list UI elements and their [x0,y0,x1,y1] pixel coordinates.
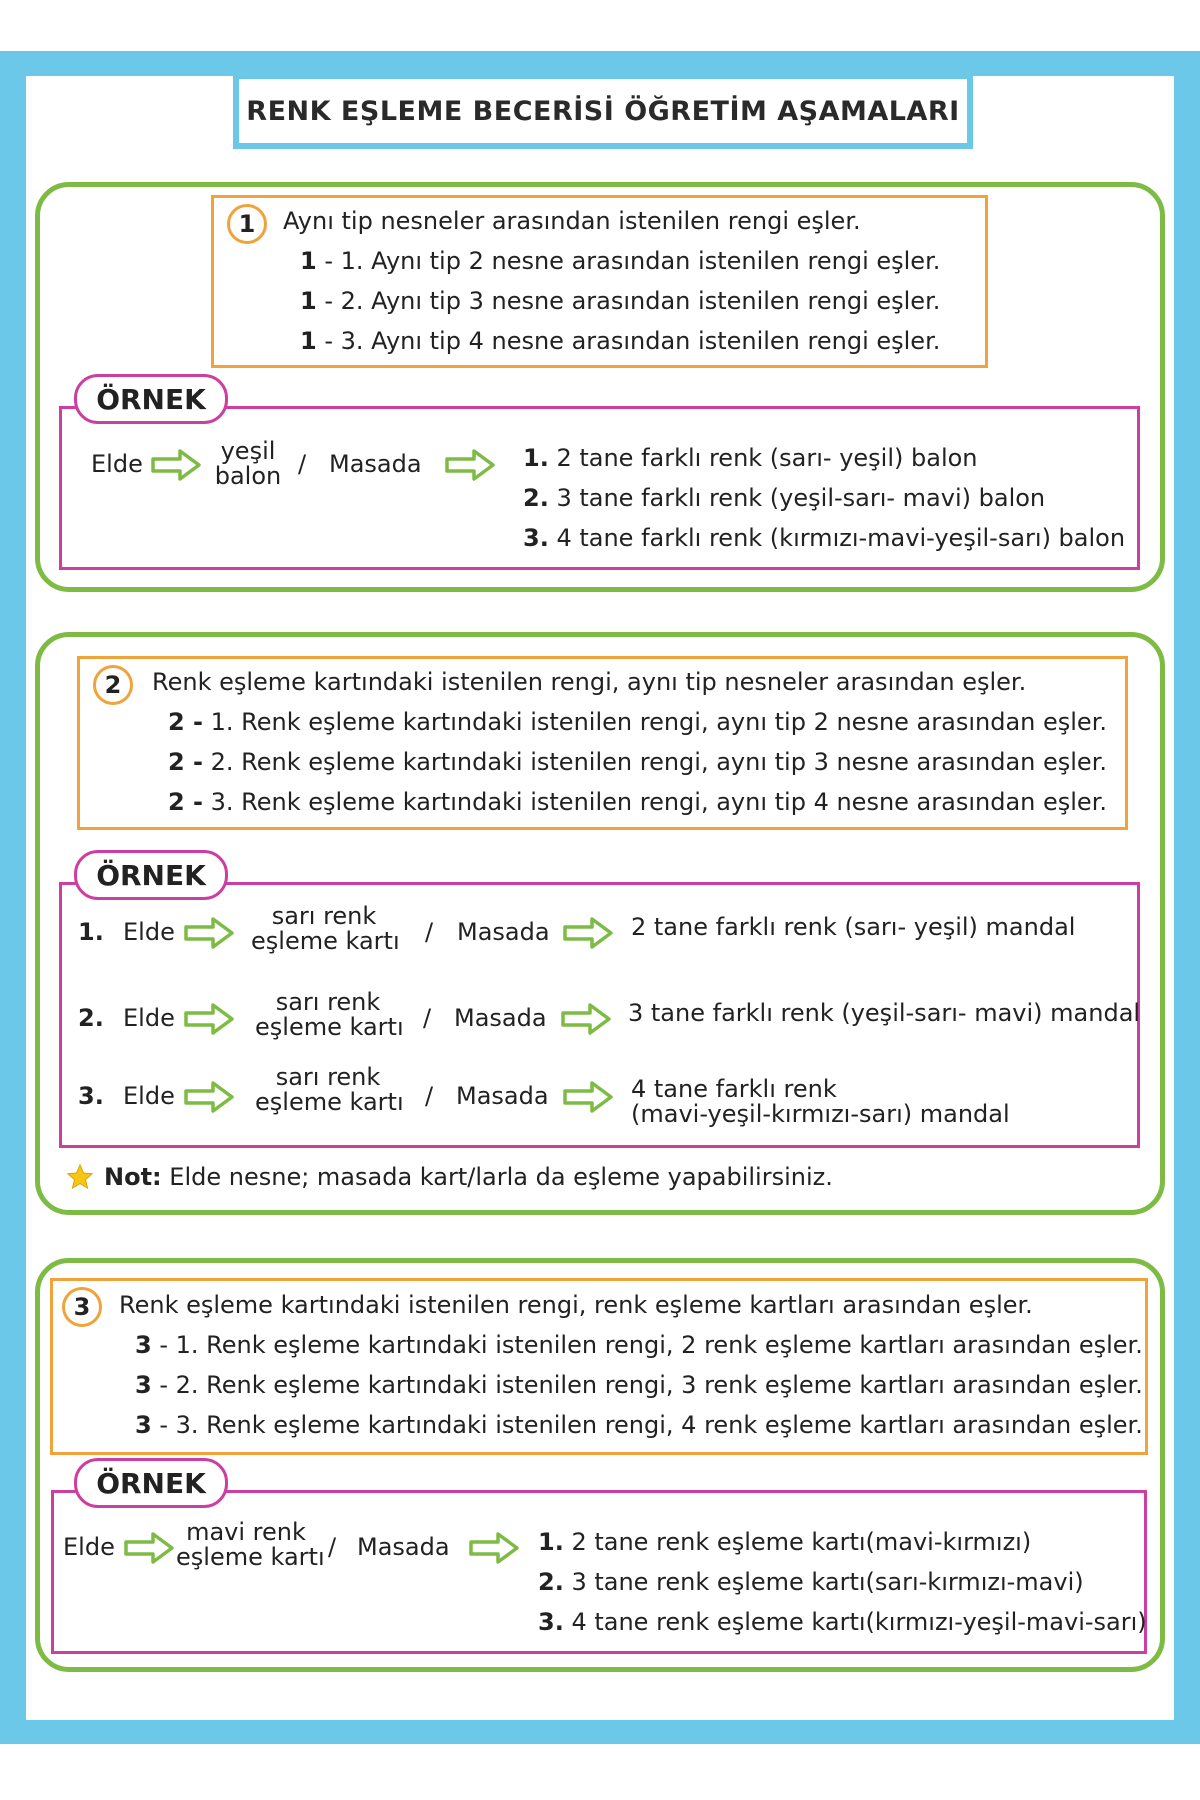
example-item: 2. 3 tane farklı renk (yeşil-sarı- mavi) balon [523,484,1046,512]
example-elde: Elde [63,1533,115,1561]
example-elde: Elde [91,450,143,478]
stage-1-main: Aynı tip nesneler arasından istenilen rengi eşler. [283,207,861,235]
substep: 3 - 3. Renk eşleme kartındaki istenilen rengi, 4 renk eşleme kartları arasından eşler. [135,1411,1143,1439]
separator: / [425,918,434,946]
substep: 2 - 2. Renk eşleme kartındaki istenilen rengi, aynı tip 3 nesne arasından eşler. [168,748,1107,776]
example-masada: Masada [454,1004,547,1032]
arrow-right-icon [150,447,202,483]
substep: 1 - 1. Aynı tip 2 nesne arasından istenilen rengi eşler. [300,247,941,275]
example-item: 3. 4 tane farklı renk (kırmızı-mavi-yeşil-sarı) balon [523,524,1126,552]
example-card: sarı renk eşleme kartı [255,988,404,1042]
stage-number-badge: 2 [93,665,133,705]
separator: / [423,1004,432,1032]
arrow-right-icon [183,1079,235,1115]
stage-2-main: Renk eşleme kartındaki istenilen rengi, aynı tip nesneler arasından eşler. [152,668,1027,696]
arrow-right-icon [183,1001,235,1037]
substep: 3 - 2. Renk eşleme kartındaki istenilen rengi, 3 renk eşleme kartları arasından eşler. [135,1371,1143,1399]
example-card: sarı renk eşleme kartı [255,1063,404,1117]
example-card: mavi renk eşleme kartı [176,1518,325,1572]
example-result: 3 tane farklı renk (yeşil-sarı- mavi) mandal [628,999,1141,1027]
example-masada: Masada [456,1082,549,1110]
title-box [233,73,973,149]
arrow-right-icon [123,1530,175,1566]
example-tag: ÖRNEK [74,850,228,900]
star-icon [66,1163,94,1191]
example-tag: ÖRNEK [74,374,228,424]
example-row-number: 1. [78,918,104,946]
example-tag: ÖRNEK [74,1458,228,1508]
example-elde: Elde [123,918,175,946]
separator: / [328,1533,337,1561]
substep: 1 - 3. Aynı tip 4 nesne arasından istenilen rengi eşler. [300,327,941,355]
separator: / [425,1082,434,1110]
separator: / [298,450,307,478]
substep: 2 - 3. Renk eşleme kartındaki istenilen rengi, aynı tip 4 nesne arasından eşler. [168,788,1107,816]
substep: 3 - 1. Renk eşleme kartındaki istenilen rengi, 2 renk eşleme kartları arasından eşler. [135,1331,1143,1359]
example-object: yeşil balon [214,437,282,491]
example-item: 2. 3 tane renk eşleme kartı(sarı-kırmızı-mavi) [538,1568,1084,1596]
example-elde: Elde [123,1004,175,1032]
substep: 1 - 2. Aynı tip 3 nesne arasından istenilen rengi eşler. [300,287,941,315]
example-masada: Masada [357,1533,450,1561]
arrow-right-icon [562,1079,614,1115]
example-masada: Masada [457,918,550,946]
example-result: 4 tane farklı renk (mavi-yeşil-kırmızı-sarı) mandal [631,1075,1010,1129]
note: Not: Elde nesne; masada kart/larla da eşleme yapabilirsiniz. [104,1163,833,1191]
arrow-right-icon [560,1001,612,1037]
example-elde: Elde [123,1082,175,1110]
example-row-number: 3. [78,1082,104,1110]
substep: 2 - 1. Renk eşleme kartındaki istenilen rengi, aynı tip 2 nesne arasından eşler. [168,708,1107,736]
example-masada: Masada [329,450,422,478]
example-item: 1. 2 tane renk eşleme kartı(mavi-kırmızı) [538,1528,1032,1556]
example-item: 3. 4 tane renk eşleme kartı(kırmızı-yeşil-mavi-sarı) [538,1608,1147,1636]
arrow-right-icon [562,915,614,951]
arrow-right-icon [468,1530,520,1566]
page-title: RENK EŞLEME BECERİSİ ÖĞRETİM AŞAMALARI [246,95,960,127]
example-item: 1. 2 tane farklı renk (sarı- yeşil) balon [523,444,978,472]
example-card: sarı renk eşleme kartı [251,902,400,956]
stage-number-badge: 1 [227,204,267,244]
stage-3-main: Renk eşleme kartındaki istenilen rengi, renk eşleme kartları arasından eşler. [119,1291,1033,1319]
arrow-right-icon [444,447,496,483]
stage-number-badge: 3 [62,1287,102,1327]
example-result: 2 tane farklı renk (sarı- yeşil) mandal [631,913,1076,941]
arrow-right-icon [183,915,235,951]
example-row-number: 2. [78,1004,104,1032]
